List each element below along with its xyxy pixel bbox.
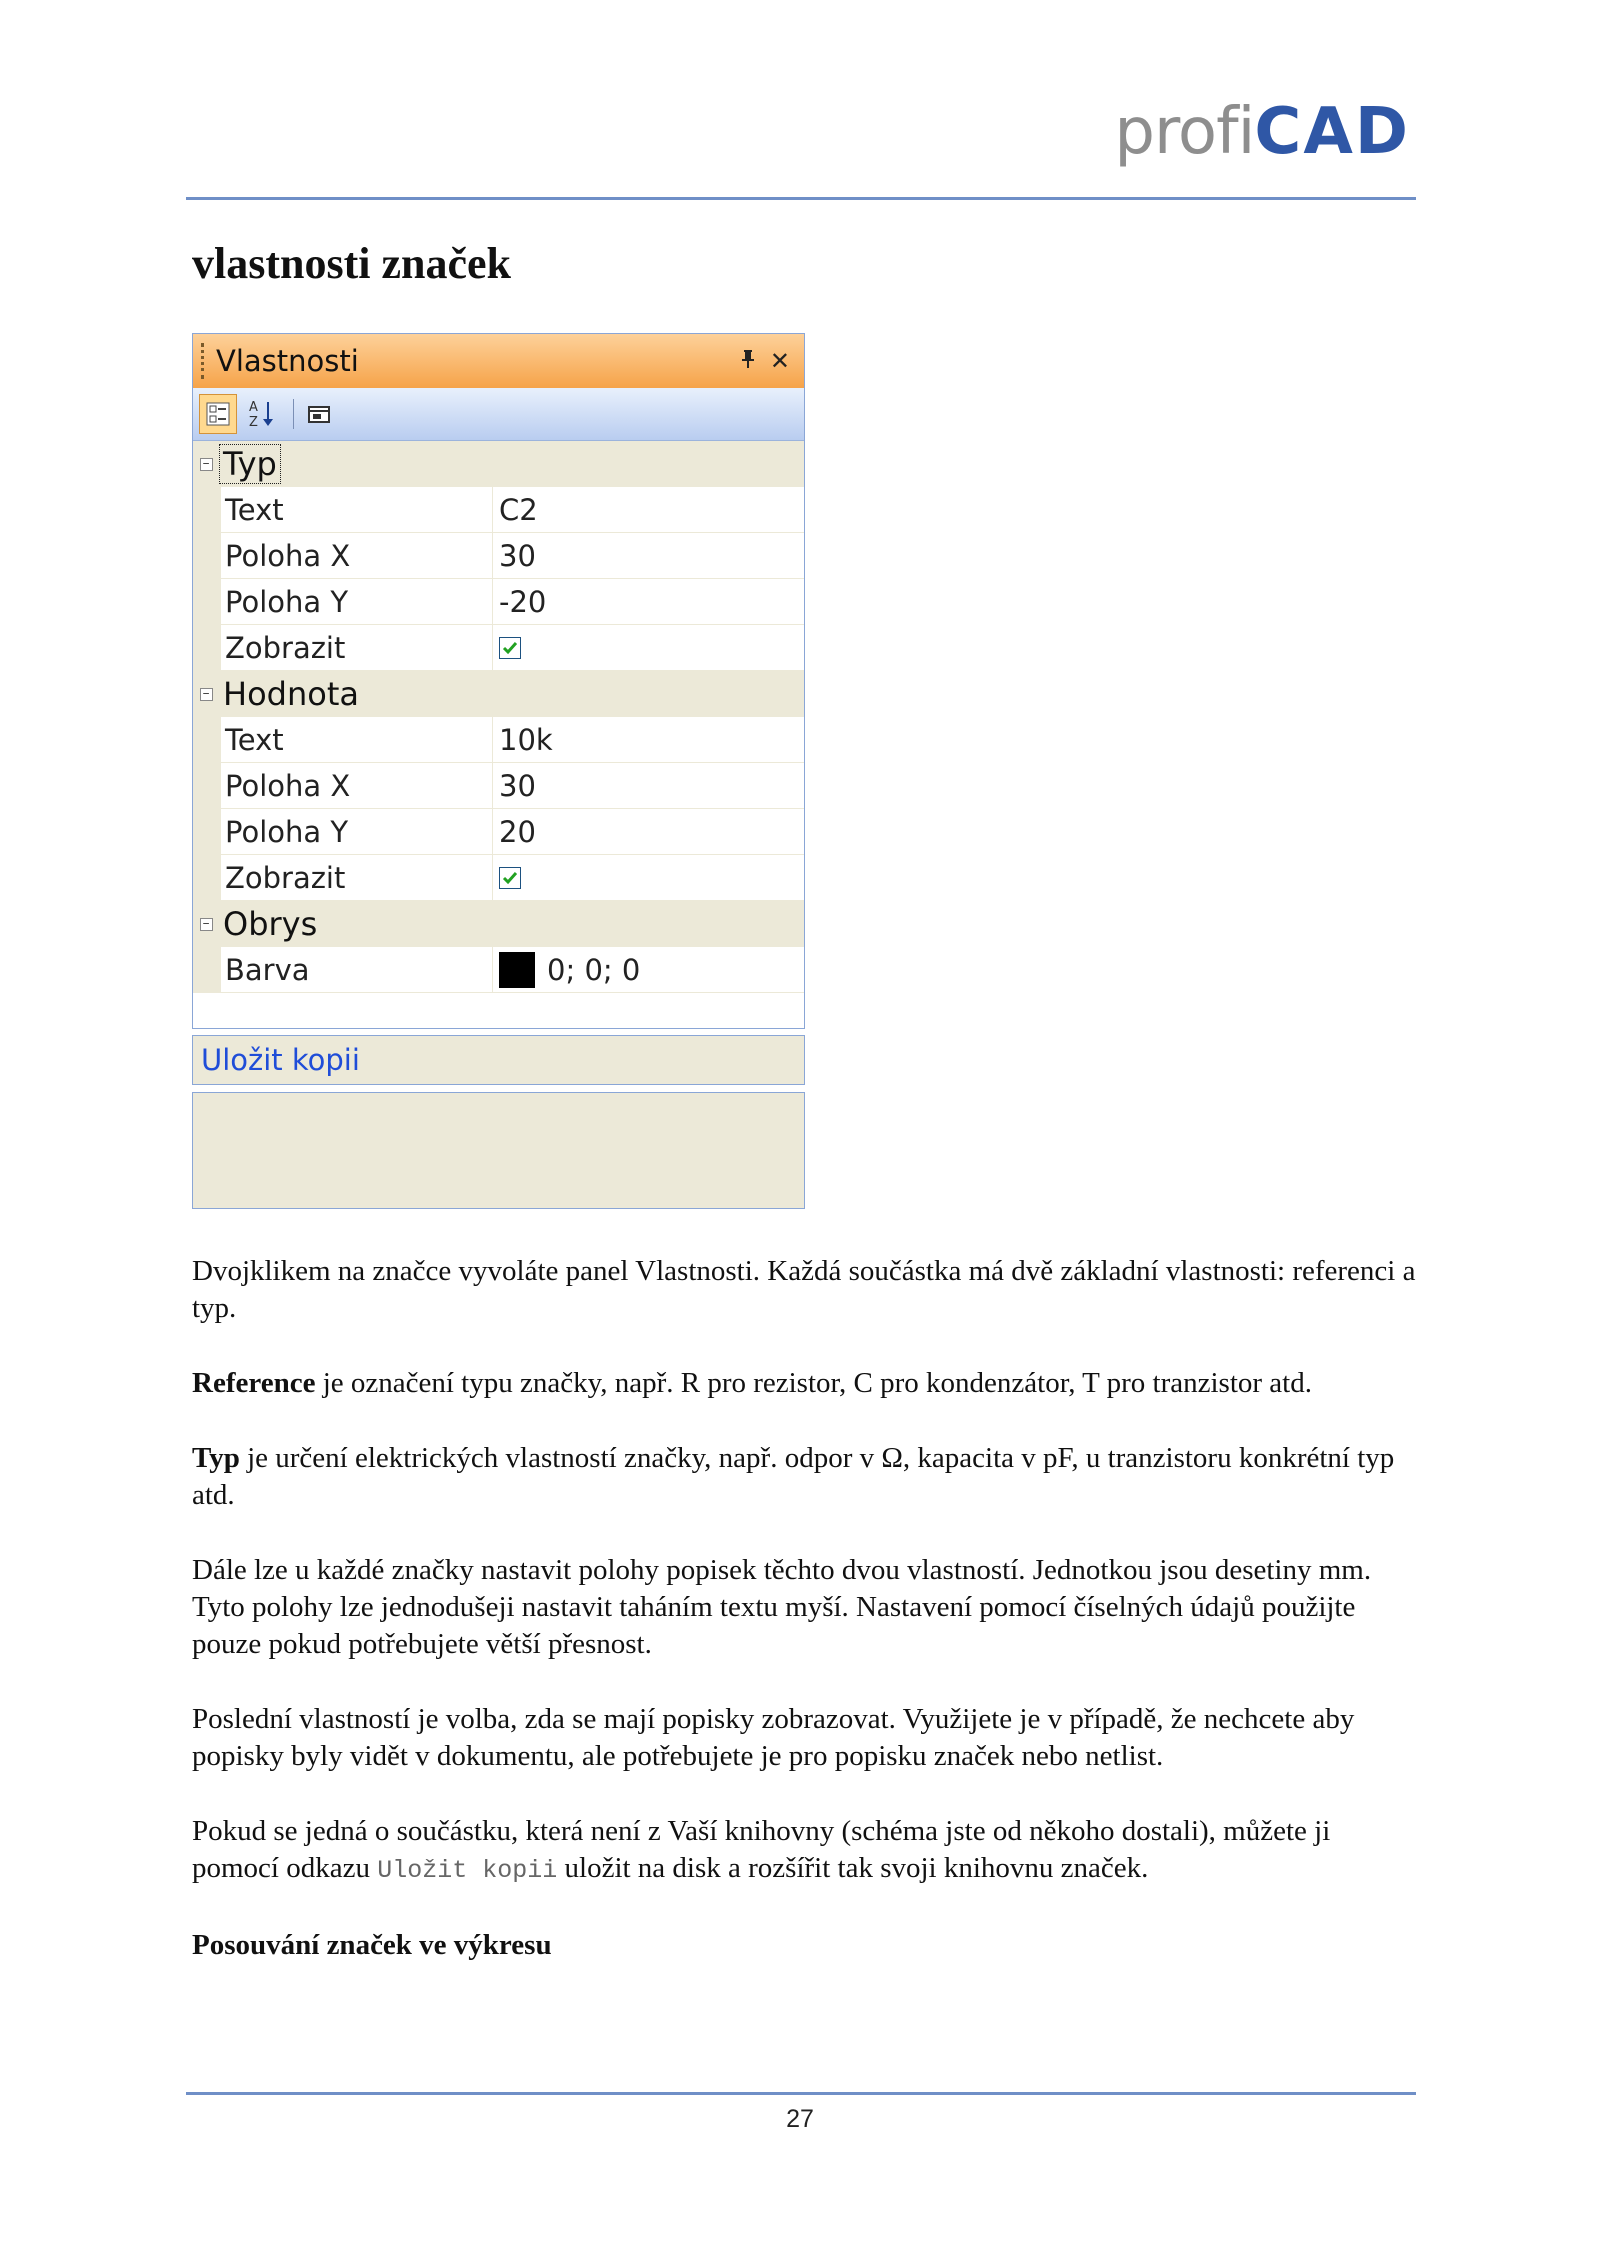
category-name: Typ bbox=[220, 445, 280, 483]
paragraph: Dále lze u každé značky nastavit polohy popisek těchto dvou vlastností. Jednotkou jsou desetiny mm. Tyto polohy lze jednodušeji nastavit taháním textu myší. Nastavení pomocí číselných údajů použijte pouze pokud potřebujete větší přesnost. bbox=[192, 1554, 1372, 1660]
property-name: Poloha X bbox=[221, 533, 493, 579]
description-pane bbox=[192, 1092, 805, 1209]
paragraph-text: uložit na disk a rozšířit tak svoji knihovnu značek. bbox=[557, 1852, 1149, 1884]
section-subheading: Posouvání značek ve výkresu bbox=[192, 1929, 552, 1961]
panel-titlebar[interactable] bbox=[193, 334, 804, 388]
collapse-icon[interactable]: − bbox=[200, 688, 213, 701]
property-row[interactable] bbox=[193, 579, 804, 625]
panel-title-text: Vlastnosti bbox=[216, 344, 359, 378]
color-value[interactable] bbox=[493, 947, 804, 993]
panel-toolbar bbox=[193, 388, 804, 441]
paragraph: Dvojklikem na značce vyvoláte panel Vlastnosti. Každá součástka má dvě základní vlastnosti: referenci a typ. bbox=[192, 1255, 1416, 1324]
property-name: Poloha Y bbox=[221, 809, 493, 855]
paragraph bbox=[192, 1440, 1417, 1514]
page-number: 27 bbox=[786, 2105, 814, 2133]
category-row-obrys[interactable] bbox=[193, 901, 804, 947]
property-value[interactable]: -20 bbox=[493, 579, 804, 625]
logo bbox=[1114, 95, 1410, 169]
properties-panel bbox=[192, 333, 805, 1029]
command-pane bbox=[192, 1035, 805, 1085]
grip-icon[interactable] bbox=[201, 343, 208, 379]
svg-text:Z: Z bbox=[249, 415, 258, 430]
property-row[interactable] bbox=[193, 763, 804, 809]
property-row[interactable] bbox=[193, 533, 804, 579]
collapse-icon[interactable]: − bbox=[200, 918, 213, 931]
toolbar-separator bbox=[293, 399, 294, 429]
property-row[interactable] bbox=[193, 487, 804, 533]
property-name: Zobrazit bbox=[221, 625, 493, 671]
save-copy-link[interactable]: Uložit kopii bbox=[201, 1043, 360, 1077]
paragraph-text: Pokud se jedná o součástku, která není z Vaší knihovny (schéma jste od někoho dostali), můžete ji pomocí odkazu bbox=[192, 1815, 1331, 1884]
property-pages-button[interactable] bbox=[300, 394, 338, 434]
categorized-view-button[interactable] bbox=[199, 394, 237, 434]
color-swatch bbox=[499, 952, 535, 988]
property-value[interactable]: 30 bbox=[493, 533, 804, 579]
property-value[interactable]: C2 bbox=[493, 487, 804, 533]
collapse-icon[interactable]: − bbox=[200, 458, 213, 471]
check-icon bbox=[502, 641, 518, 655]
property-row[interactable] bbox=[193, 947, 804, 993]
property-name: Poloha X bbox=[221, 763, 493, 809]
property-name: Poloha Y bbox=[221, 579, 493, 625]
property-row[interactable] bbox=[193, 855, 804, 901]
paragraph-text: je označení typu značky, např. R pro rezistor, C pro kondenzátor, T pro tranzistor atd. bbox=[315, 1367, 1312, 1399]
property-row[interactable] bbox=[193, 625, 804, 671]
property-name: Zobrazit bbox=[221, 855, 493, 901]
footer-rule bbox=[186, 2092, 1416, 2095]
property-value[interactable]: 20 bbox=[493, 809, 804, 855]
header-rule bbox=[186, 197, 1416, 200]
alphabetical-sort-button[interactable] bbox=[243, 394, 281, 434]
page-title: vlastnosti značek bbox=[192, 239, 511, 288]
paragraph: Poslední vlastností je volba, zda se mají popisky zobrazovat. Využijete je v případě, že nechcete aby popisky byly vidět v dokumentu, ale potřebujete je pro popisku značek nebo netlist. bbox=[192, 1703, 1355, 1772]
svg-text:A: A bbox=[249, 400, 258, 415]
paragraph bbox=[192, 1365, 1417, 1402]
property-pages-icon bbox=[305, 400, 333, 428]
zobrazit-checkbox[interactable] bbox=[499, 867, 521, 889]
category-name: Obrys bbox=[223, 905, 318, 943]
term-typ: Typ bbox=[192, 1442, 240, 1474]
property-grid bbox=[193, 441, 804, 993]
category-name: Hodnota bbox=[223, 675, 359, 713]
sort-az-icon bbox=[248, 398, 276, 430]
term-reference: Reference bbox=[192, 1367, 316, 1399]
property-row[interactable] bbox=[193, 717, 804, 763]
property-name: Barva bbox=[221, 947, 493, 993]
property-value[interactable]: 30 bbox=[493, 763, 804, 809]
paragraph bbox=[192, 1813, 1417, 1889]
property-value[interactable]: 10k bbox=[493, 717, 804, 763]
body-text bbox=[192, 1253, 1417, 2002]
color-text: 0; 0; 0 bbox=[547, 952, 641, 987]
category-row-hodnota[interactable] bbox=[193, 671, 804, 717]
check-icon bbox=[502, 871, 518, 885]
property-name: Text bbox=[221, 717, 493, 763]
property-name: Text bbox=[221, 487, 493, 533]
inline-code: Uložit kopii bbox=[377, 1856, 558, 1885]
categorized-icon bbox=[204, 400, 232, 428]
category-row-typ[interactable] bbox=[193, 441, 804, 487]
pin-icon[interactable] bbox=[740, 347, 756, 375]
logo-light-text: profi bbox=[1114, 95, 1255, 169]
paragraph-text: je určení elektrických vlastností značky, např. odpor v Ω, kapacita v pF, u tranzistoru konkrétní typ atd. bbox=[192, 1442, 1395, 1511]
close-icon[interactable]: ✕ bbox=[769, 347, 790, 375]
zobrazit-checkbox[interactable] bbox=[499, 637, 521, 659]
property-row[interactable] bbox=[193, 809, 804, 855]
logo-bold-text: CAD bbox=[1254, 95, 1410, 169]
